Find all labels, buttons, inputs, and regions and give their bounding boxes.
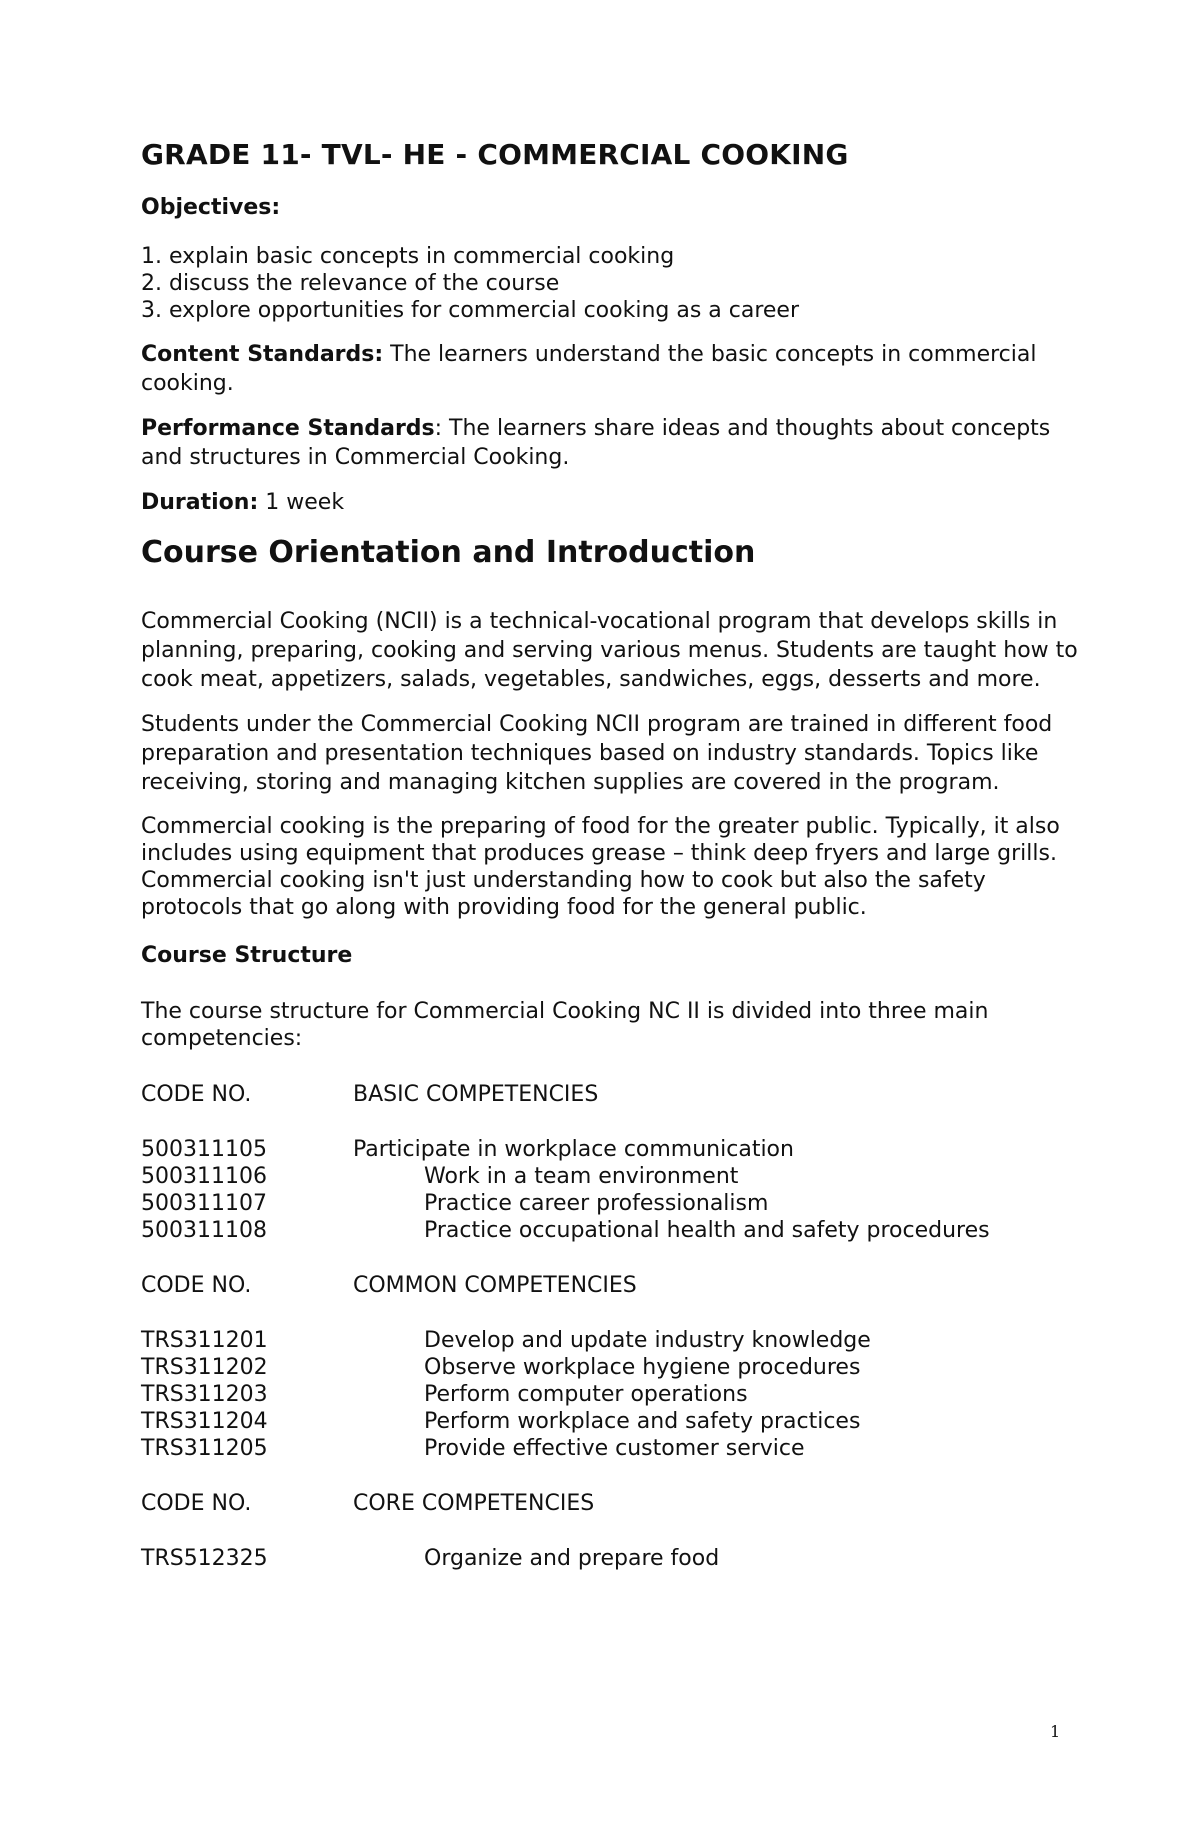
content-standards-label: Content Standards: [141,342,384,367]
competency-code: TRS512325 [141,1546,268,1571]
competency-code: 500311108 [141,1218,267,1243]
objective-item: 3. explore opportunities for commercial cooking as a career [141,298,800,323]
competency-group-header [141,1272,1041,1299]
content-standards [141,340,1081,398]
competency-code: TRS311204 [141,1409,268,1434]
objective-item: 2. discuss the relevance of the course [141,271,560,296]
competency-row [141,1327,1041,1354]
performance-standards-text: : The learners share ideas and thoughts about concepts and structures in Commercial Cooking. [141,416,1051,470]
course-structure-heading: Course Structure [141,943,353,968]
group-title: COMMON COMPETENCIES [353,1273,637,1298]
content-standards-text: The learners understand the basic concepts in commercial cooking. [141,342,1037,396]
code-header: CODE NO. [141,1491,252,1516]
performance-standards-label: Performance Standards [141,416,435,441]
competency-name: Practice career professionalism [424,1191,769,1216]
competency-code: 500311105 [141,1137,267,1162]
competency-name: Perform workplace and safety practices [424,1409,861,1434]
group-title: CORE COMPETENCIES [353,1491,595,1516]
competency-name: Develop and update industry knowledge [424,1328,871,1353]
course-structure-intro: The course structure for Commercial Cooking NC II is divided into three main competencies: [141,999,989,1051]
competency-row [141,1354,1041,1381]
competency-row [141,1190,1041,1217]
competency-group-common [141,1327,1041,1462]
competency-row [141,1217,1041,1244]
document-title: GRADE 11- TVL- HE - COMMERCIAL COOKING [141,138,849,171]
competency-group-basic [141,1136,1041,1244]
objectives-list [141,243,1081,324]
objectives-heading: Objectives: [141,195,281,220]
competency-row [141,1435,1041,1462]
group-title: BASIC COMPETENCIES [353,1082,599,1107]
competency-group-header [141,1490,1041,1517]
competency-group-header [141,1081,1041,1108]
competency-name: Provide effective customer service [424,1436,805,1461]
competency-group-core [141,1545,1041,1572]
competency-name: Participate in workplace communication [353,1137,794,1162]
duration-label: Duration: [141,490,259,515]
intro-paragraph: Commercial Cooking (NCII) is a technical-vocational program that develops skills in planning, preparing, cooking and serving various menus. Students are taught how to cook meat, appetizers, salads, vegetables, sandwiches, eggs, desserts and more. [141,609,1078,692]
section-heading: Course Orientation and Introduction [141,535,756,570]
competency-row [141,1136,1041,1163]
performance-standards [141,414,1081,472]
duration-text: 1 week [258,490,345,515]
competency-code: TRS311205 [141,1436,268,1461]
competencies-table [141,1081,1041,1572]
competency-name: Perform computer operations [424,1382,748,1407]
objective-item: 1. explain basic concepts in commercial cooking [141,244,675,269]
competency-code: 500311107 [141,1191,267,1216]
competency-code: TRS311202 [141,1355,268,1380]
competency-row [141,1408,1041,1435]
competency-row [141,1545,1041,1572]
competency-code: TRS311203 [141,1382,268,1407]
duration [141,488,1081,517]
page-number: 1 [1050,1722,1061,1741]
intro-paragraph: Students under the Commercial Cooking NCII program are trained in different food preparation and presentation techniques based on industry standards. Topics like receiving, storing and managing kitchen supplies are covered in the program. [141,712,1053,795]
code-header: CODE NO. [141,1082,252,1107]
competency-name: Observe workplace hygiene procedures [424,1355,861,1380]
competency-name: Organize and prepare food [424,1546,720,1571]
code-header: CODE NO. [141,1273,252,1298]
competency-code: TRS311201 [141,1328,268,1353]
competency-code: 500311106 [141,1164,267,1189]
competency-name: Work in a team environment [424,1164,739,1189]
competency-row [141,1381,1041,1408]
document-body [141,138,1081,1600]
competency-name: Practice occupational health and safety procedures [424,1218,990,1243]
competency-row [141,1163,1041,1190]
intro-paragraph: Commercial cooking is the preparing of food for the greater public. Typically, it also includes using equipment that produces grease – think deep fryers and large grills. Commercial cooking isn't just understanding how to cook but also the safety protocols that go along with providing food for the general public. [141,814,1060,920]
